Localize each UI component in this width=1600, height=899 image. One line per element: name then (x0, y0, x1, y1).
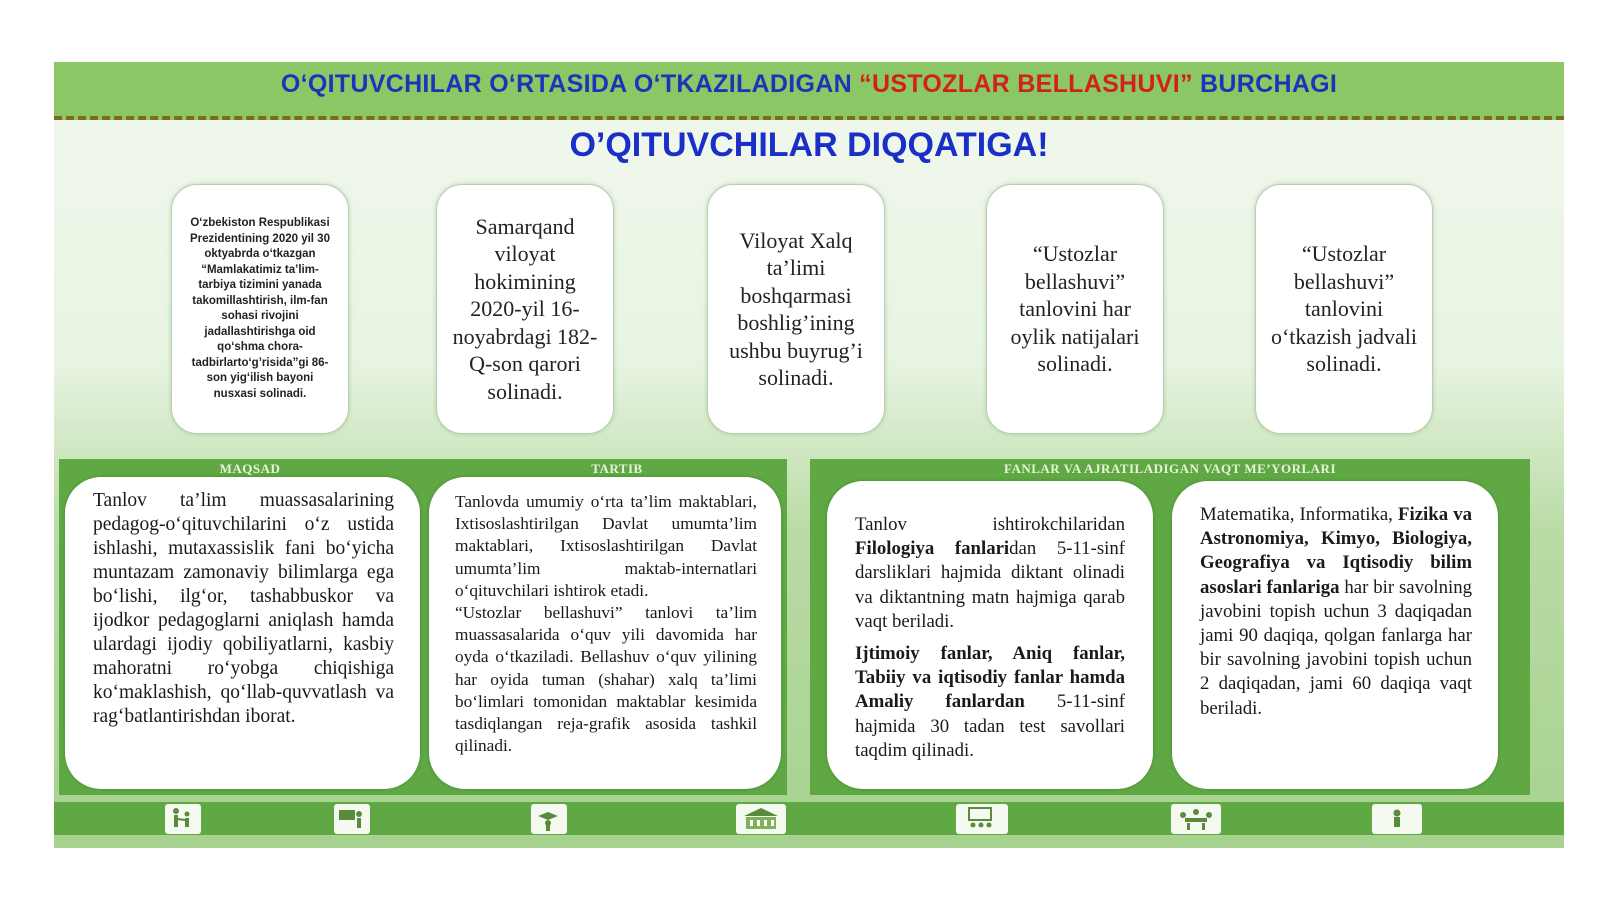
card-text: O‘zbekiston Respublikasi Prezidentining 2020 yil 30 oktyabrda o‘tkazgan “Mamlakatimiz ta’lim-tarbiya tizimini yanada takomillashtirish, ilm-fan sohasi rivojini jadallashtirishga oid qo‘shma chora-tadbirlarto‘g’risida”gi 86-son yig‘ilish bayoni nusxasi solinadi. (190, 217, 330, 400)
card-text: Samarqand viloyat hokimining 2020-yil 16-noyabrdagi 182-Q-son qarori solinadi. (452, 213, 598, 404)
footer-strip (54, 802, 1564, 835)
reading-icon (531, 804, 567, 834)
text-bold: Fizika va Astronomiya, Kimyo, Biologiya, Geografiya va Iqtisodiy bilim asoslari fanlariga (1200, 504, 1472, 598)
school-building-icon (736, 804, 786, 834)
info-board (54, 62, 1564, 848)
teacher-icon (334, 804, 370, 834)
philology-text (855, 513, 1125, 634)
page-subtitle: O’QITUVCHILAR DIQQATIGA! (569, 126, 1049, 164)
banner-highlight: “USTOZLAR BELLASHUVI” (859, 70, 1193, 98)
tartib-card (429, 477, 781, 789)
maqsad-title: MAQSAD (219, 461, 281, 476)
document-card-2 (436, 184, 614, 434)
time-rules-text (1200, 503, 1472, 721)
banner-text: O‘QITUVCHILAR O‘RTASIDA O‘TKAZILADIGAN (280, 70, 860, 98)
banner-text-end: BURCHAGI (1192, 70, 1338, 98)
subjects-panel (810, 459, 1530, 795)
dashed-divider (54, 116, 1564, 120)
card-text: “Ustozlar bellashuvi” tanlovini har oylik natijalari solinadi. (1010, 241, 1140, 377)
card-text: “Ustozlar bellashuvi” tanlovini o‘tkazish jadvali solinadi. (1270, 241, 1417, 377)
text-part: har bir savolning javobini topish uchun 3 daqiqadan jami 90 daqiqa, qolgan fanlarga har bir savolning javobini topish uchun 2 daqiqadan, jami 60 daqiqa vaqt beriladi. (1200, 576, 1472, 719)
text-part: 5-11-sinf hajmida 30 tadan test savollari taqdim qilinadi. (855, 691, 1125, 761)
fanlar-right-card (1172, 481, 1498, 789)
document-card-1 (171, 184, 349, 434)
fanlar-left-card (827, 481, 1153, 789)
banner-title (54, 70, 1564, 99)
fanlar-title: FANLAR VA AJRATILADIGAN VAQT ME’YORLARI (1003, 461, 1337, 476)
text-part: Matematika, Informatika, (1200, 504, 1398, 525)
tartib-text-2: “Ustozlar bellashuvi” tanlovi ta’lim muassasalarida o‘quv yili davomida har oyda o‘tkaziladi. Bellashuv o‘quv yilining har oyida tuman (shahar) xalq ta’limi bo‘limlari tomonidan maktablar kesimida tasdiqlangan reja-grafik asosida tashkil qilinadi. (455, 603, 757, 756)
classroom-icon (956, 804, 1008, 834)
meeting-icon (1171, 804, 1221, 834)
maqsad-card (65, 477, 420, 789)
document-card-4 (986, 184, 1164, 434)
header-bar (54, 62, 1564, 120)
tartib-text-1: Tanlovda umumiy o‘rta ta’lim maktablari, Ixtisoslashtirilgan Davlat umumta’lim maktablari, Ixtisoslashtirilgan Davlat umumta’lim maktab-internatlari o‘qituvchilari ishtirok etadi. (455, 492, 757, 600)
document-card-3 (707, 184, 885, 434)
text-bold: Filologiya fanlari (855, 538, 1010, 560)
tartib-title: TARTIB (591, 461, 643, 476)
text-part: dan 5-11-sinf darsliklari hajmida diktant olinadi va diktantning matn hajmiga qarab vaqt beriladi. (855, 538, 1125, 632)
goals-rules-panel (59, 459, 787, 795)
card-text: Viloyat Xalq ta’limi boshqarmasi boshlig’ining ushbu buyrug’i solinadi. (729, 227, 863, 390)
text-part: Tanlov ishtirokchilaridan (855, 514, 1125, 535)
maqsad-text: Tanlov ta’lim muassasalarining pedagog-o‘qituvchilarini o‘z ustida ishlashi, mutaxassislik fani bo‘yicha muntazam zamonaviy bilimlarga ega bo‘lishi, ilg‘or, tashabbuskor va ijodkor pedagoglarni aniqlash hamda ulardagi ijodiy qobiliyatlarni, kasbiy mahoratni ro‘yobga chiqishiga ko‘maklashish, qo‘llab-quvvatlash va rag‘batlantirishdan iborat. (93, 490, 394, 727)
text-bold: Ijtimoiy fanlar, Aniq fanlar, Tabiiy va iqtisodiy fanlar hamda Amaliy fanlardan (855, 643, 1125, 713)
family-icon (165, 804, 201, 834)
document-card-5 (1255, 184, 1433, 434)
student-icon (1372, 804, 1422, 834)
tests-text (855, 642, 1125, 763)
